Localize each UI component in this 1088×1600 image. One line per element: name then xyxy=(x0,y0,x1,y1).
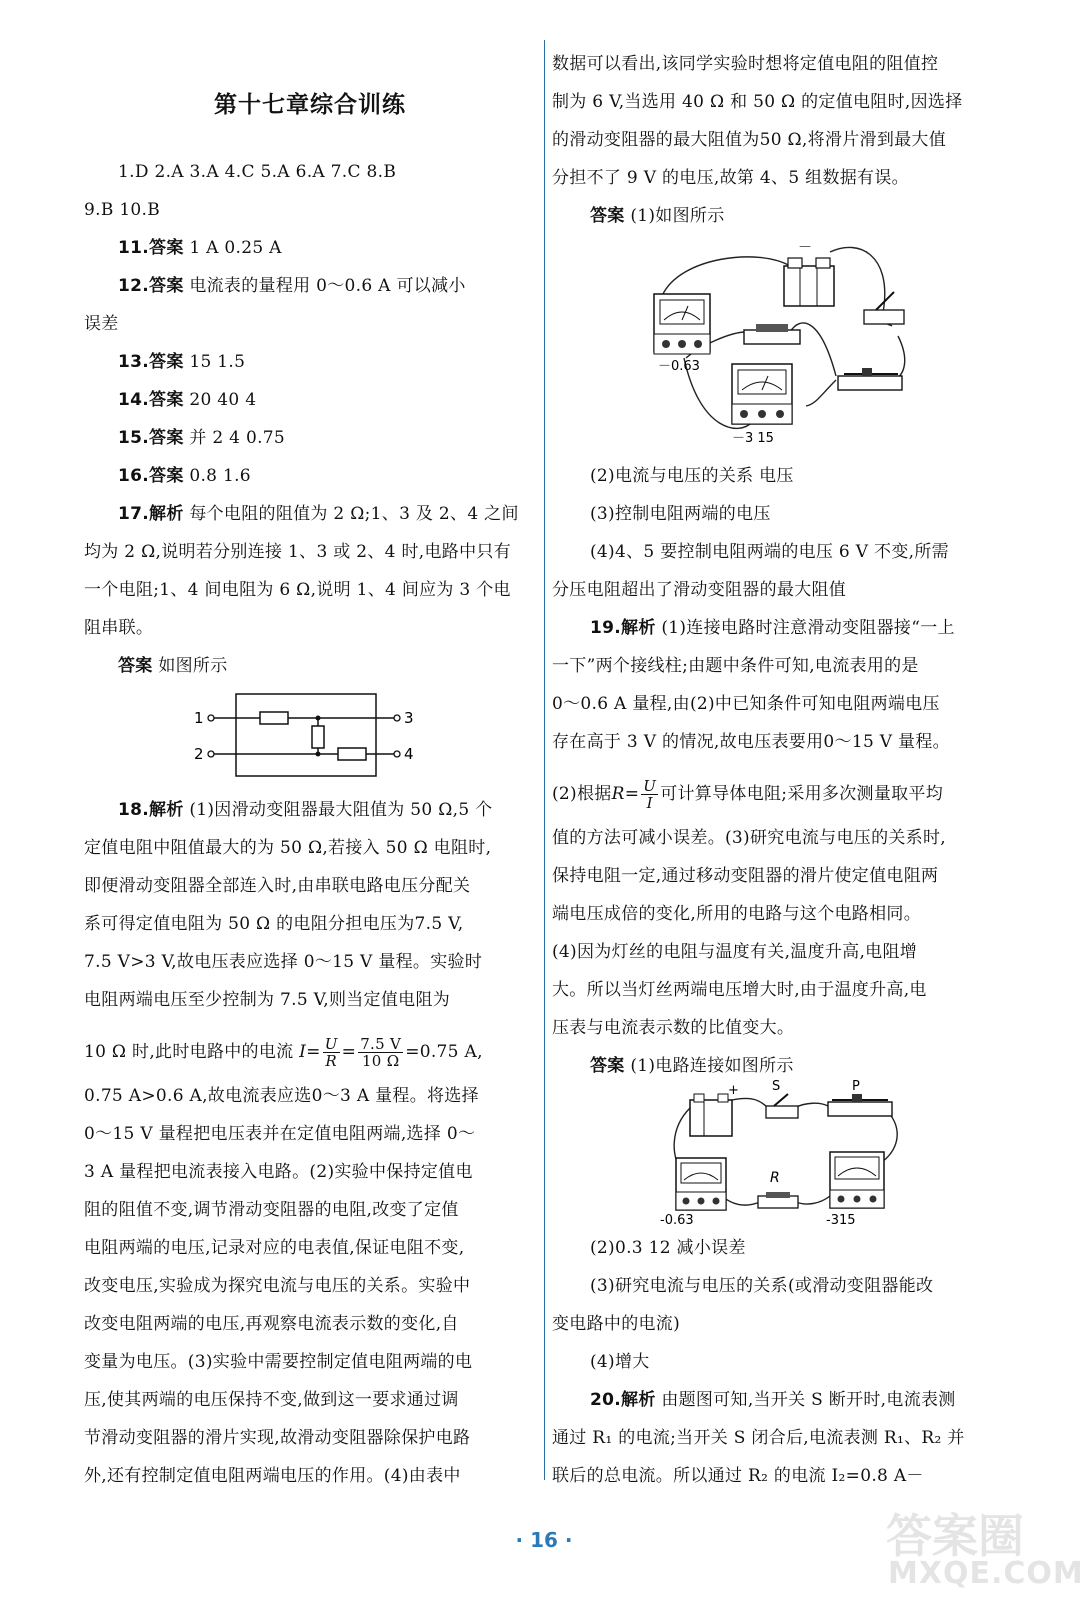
formula-var-i: I xyxy=(299,1042,307,1062)
rheostat-icon xyxy=(828,1079,892,1116)
q18-line-10: 3 A 量程把电流表接入电路。(2)实验中保持定值电 xyxy=(84,1162,473,1182)
fig17-terminal-3: 3 xyxy=(404,709,414,727)
formula-fraction-1 xyxy=(323,1036,340,1069)
fig17-resistor-3 xyxy=(338,748,366,760)
q19-line-7: 保持电阻一定,通过移动变阻器的滑片使定值电阻两 xyxy=(552,866,939,886)
watermark-line-2: MXQE.COM xyxy=(888,1556,1084,1591)
formula-u: U xyxy=(324,1035,338,1053)
ammeter-scale-19: -0.63 xyxy=(660,1213,694,1228)
ammeter-icon xyxy=(654,294,710,374)
battery-icon xyxy=(784,240,834,306)
battery-minus: － xyxy=(798,240,812,256)
q17-answer: 答案 如图所示 xyxy=(118,656,228,676)
answers-line-1: 1.D 2.A 3.A 4.C 5.A 6.A 7.C 8.B xyxy=(118,162,397,182)
q18r-line-2: 制为 6 V,当选用 40 Ω 和 50 Ω 的定值电阻时,因选择 xyxy=(552,92,963,112)
formula-num2: 7.5 V xyxy=(360,1035,402,1053)
q18r-line-3: 的滑动变阻器的最大阻值为50 Ω,将滑片滑到最大值 xyxy=(552,130,947,150)
answer-14: 14.答案 20 40 4 xyxy=(118,390,257,410)
formula19-var: R xyxy=(611,784,625,804)
watermark-line-1: 答案圈 xyxy=(886,1509,1024,1563)
q18-line-8: 0.75 A>0.6 A,故电流表应选0～3 A 量程。将选择 xyxy=(84,1086,479,1106)
q18-line-15: 变量为电压。(3)实验中需要控制定值电阻两端的电 xyxy=(84,1352,473,1372)
formula19-i: I xyxy=(646,794,653,812)
q18-line-13: 改变电压,实验成为探究电流与电压的关系。实验中 xyxy=(84,1276,471,1296)
q19-line-3: 0～0.6 A 量程,由(2)中已知条件可知电阻两端电压 xyxy=(552,694,940,714)
page-number: · 16 · xyxy=(515,1528,573,1552)
fig17-circuit-diagram xyxy=(190,690,420,780)
voltmeter-scale: －3 15 xyxy=(732,431,774,446)
battery-plus: + xyxy=(728,1083,739,1098)
q19-line-11: 压表与电流表示数的比值变大。 xyxy=(552,1018,795,1038)
formula-den2: 10 Ω xyxy=(361,1052,400,1070)
q18-line-4: 系可得定值电阻为 50 Ω 的电阻分担电压为7.5 V, xyxy=(84,914,464,934)
rheostat-icon xyxy=(838,368,902,390)
q20-line-2: 通过 R₁ 的电流;当开关 S 闭合后,电流表测 R₁、R₂ 并 xyxy=(552,1428,965,1448)
column-divider xyxy=(544,40,545,1480)
q18-line-1: 18.解析 (1)因滑动变阻器最大阻值为 50 Ω,5 个 xyxy=(118,800,493,820)
q19-answer-2: (2)0.3 12 减小误差 xyxy=(590,1238,746,1258)
switch-icon xyxy=(766,1079,798,1118)
q18r-line-4: 分担不了 9 V 的电压,故第 4、5 组数据有误。 xyxy=(552,168,909,188)
q18-answer-2: (2)电流与电压的关系 电压 xyxy=(590,466,794,486)
fig17-terminal-1: 1 xyxy=(194,709,204,727)
ammeter-icon xyxy=(660,1158,726,1228)
q19-line-9: (4)因为灯丝的电阻与温度有关,温度升高,电阻增 xyxy=(552,942,918,962)
voltmeter-icon xyxy=(826,1152,884,1228)
slider-label: P xyxy=(852,1079,860,1094)
battery-icon xyxy=(690,1083,739,1136)
fig17-resistor-1 xyxy=(260,712,288,724)
fig17-resistor-2 xyxy=(312,726,324,748)
watermark-logo xyxy=(880,1500,1084,1596)
answer-11: 11.答案 1 A 0.25 A xyxy=(118,238,282,258)
formula-prefix: 10 Ω 时,此时电路中的电流 xyxy=(84,1042,300,1062)
answer-16: 16.答案 0.8 1.6 xyxy=(118,466,251,486)
q19-formula-line: (2)根据R= $\frac{U}{I}$ 可计算导体电阻;采用多次测量取平均 xyxy=(552,777,944,812)
formula-r: R xyxy=(325,1052,337,1070)
q19-line-4: 存在高于 3 V 的情况,故电压表要用0～15 V 量程。 xyxy=(552,732,950,752)
q19-answer-1: 答案 (1)电路连接如图所示 xyxy=(590,1056,794,1076)
q18-line-18: 外,还有控制定值电阻两端电压的作用。(4)由表中 xyxy=(84,1466,461,1486)
resistor-label: R xyxy=(770,1170,780,1186)
q18-line-3: 即便滑动变阻器全部连入时,由串联电路电压分配关 xyxy=(84,876,471,896)
voltmeter-scale-19: -315 xyxy=(826,1213,856,1228)
q18-answer-1: 答案 (1)如图所示 xyxy=(590,206,725,226)
q17-line-2: 均为 2 Ω,说明若分别连接 1、3 或 2、4 时,电路中只有 xyxy=(84,542,512,562)
fig17-box xyxy=(236,694,376,776)
q19-answer-3-cont: 变电路中的电流) xyxy=(552,1314,681,1334)
q18-line-12: 电阻两端的电压,记录对应的电表值,保证电阻不变, xyxy=(84,1238,465,1258)
q18-line-14: 改变电阻两端的电压,再观察电流表示数的变化,自 xyxy=(84,1314,459,1334)
q18-line-9: 0～15 V 量程把电压表并在定值电阻两端,选择 0～ xyxy=(84,1124,476,1144)
formula19-prefix: (2)根据 xyxy=(552,784,612,804)
formula19-u: U xyxy=(643,777,657,795)
q18-formula-line: 10 Ω 时,此时电路中的电流 I= $\frac{U}{R}$ = $\frac{7.5 V}{10 \Omega}$ =0.75 A, xyxy=(84,1035,483,1070)
answer-13: 13.答案 15 1.5 xyxy=(118,352,246,372)
resistor-icon xyxy=(758,1170,798,1208)
ammeter-scale: －0.63 xyxy=(658,359,700,374)
q20-line-1: 20.解析 由题图可知,当开关 S 断开时,电流表测 xyxy=(590,1390,956,1410)
answers-line-2: 9.B 10.B xyxy=(84,200,161,220)
fig19-circuit-photo xyxy=(656,1078,906,1228)
q18-line-11: 阻的阻值不变,调节滑动变阻器的电阻,改变了定值 xyxy=(84,1200,459,1220)
answer-12-cont: 误差 xyxy=(84,314,119,334)
formula-fraction-2 xyxy=(358,1036,403,1069)
answer-12: 12.答案 电流表的量程用 0～0.6 A 可以减小 xyxy=(118,276,466,296)
q18-line-5: 7.5 V>3 V,故电压表应选择 0～15 V 量程。实验时 xyxy=(84,952,483,972)
q17-line-3: 一个电阻;1、4 间电阻为 6 Ω,说明 1、4 间应为 3 个电 xyxy=(84,580,511,600)
q18-line-17: 节滑动变阻器的滑片实现,故滑动变阻器除保护电路 xyxy=(84,1428,471,1448)
q18-answer-4: (4)4、5 要控制电阻两端的电压 6 V 不变,所需 xyxy=(590,542,949,562)
page-title: 第十七章综合训练 xyxy=(214,92,406,118)
q19-line-1: 19.解析 (1)连接电路时注意滑动变阻器接“一上 xyxy=(590,618,955,638)
q19-line-2: 一下”两个接线柱;由题中条件可知,电流表用的是 xyxy=(552,656,919,676)
answer-15: 15.答案 并 2 4 0.75 xyxy=(118,428,286,448)
q18-line-6: 电阻两端电压至少控制为 7.5 V,则当定值电阻为 xyxy=(84,990,451,1010)
fig17-terminal-2: 2 xyxy=(194,745,204,763)
switch-label: S xyxy=(772,1079,781,1094)
resistor-board-icon xyxy=(744,324,800,344)
q19-line-8: 端电压成倍的变化,所用的电路与这个电路相同。 xyxy=(552,904,922,924)
q20-line-3: 联后的总电流。所以通过 R₂ 的电流 I₂=0.8 A－ xyxy=(552,1466,924,1486)
formula19-suffix: 可计算导体电阻;采用多次测量取平均 xyxy=(660,784,944,804)
voltmeter-icon xyxy=(732,364,792,446)
q17-line-4: 阻串联。 xyxy=(84,618,154,638)
formula-result: =0.75 A, xyxy=(405,1042,483,1062)
q19-answer-3: (3)研究电流与电压的关系(或滑动变阻器能改 xyxy=(590,1276,934,1296)
q18-answer-4-cont: 分压电阻超出了滑动变阻器的最大阻值 xyxy=(552,580,847,600)
q18-answer-3: (3)控制电阻两端的电压 xyxy=(590,504,771,524)
q18-line-2: 定值电阻中阻值最大的为 50 Ω,若接入 50 Ω 电阻时, xyxy=(84,838,492,858)
q19-answer-4: (4)增大 xyxy=(590,1352,650,1372)
formula19-fraction xyxy=(641,778,658,811)
q19-line-10: 大。所以当灯丝两端电压增大时,由于温度升高,电 xyxy=(552,980,927,1000)
q18r-line-1: 数据可以看出,该同学实验时想将定值电阻的阻值控 xyxy=(552,54,939,74)
q18-line-16: 压,使其两端的电压保持不变,做到这一要求通过调 xyxy=(84,1390,459,1410)
fig18-circuit-photo xyxy=(640,236,940,450)
q19-line-6: 值的方法可减小误差。(3)研究电流与电压的关系时, xyxy=(552,828,946,848)
fig17-terminal-4: 4 xyxy=(404,745,414,763)
q17-line-1: 17.解析 每个电阻的阻值为 2 Ω;1、3 及 2、4 之间 xyxy=(118,504,519,524)
